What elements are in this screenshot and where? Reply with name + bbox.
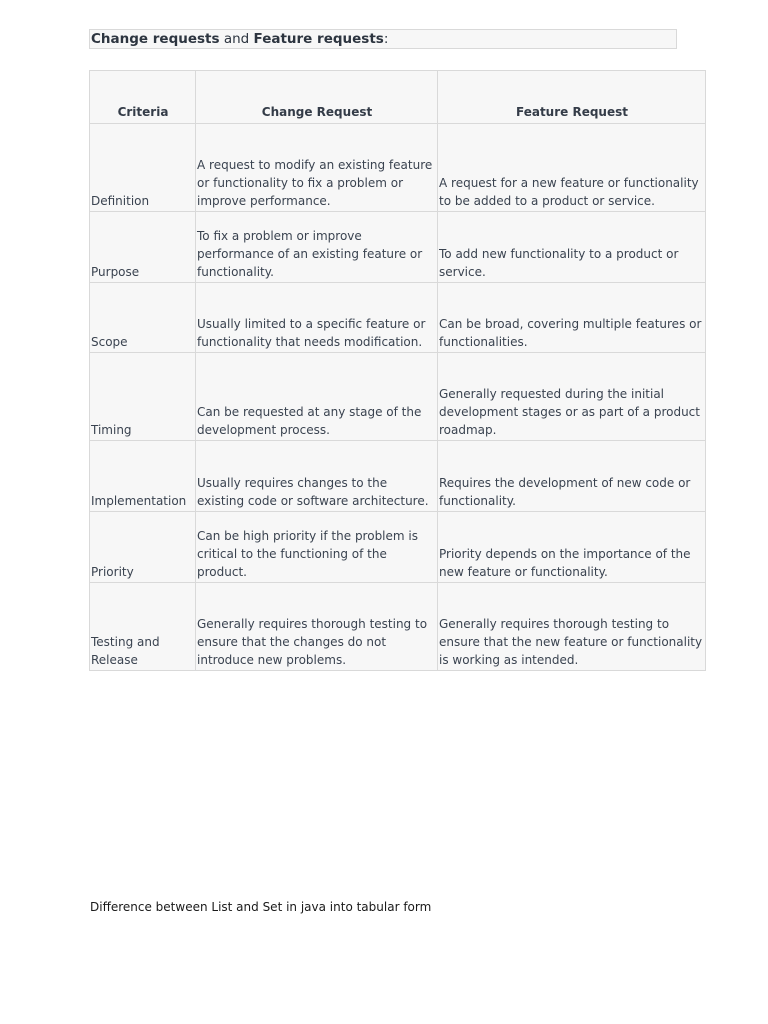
section-heading bbox=[89, 29, 677, 49]
criteria-cell: Purpose bbox=[90, 212, 196, 283]
criteria-cell: Testing and Release bbox=[90, 583, 196, 671]
header-feature-request: Feature Request bbox=[438, 71, 706, 124]
feature-request-cell: Priority depends on the importance of the new feature or functionality. bbox=[438, 512, 706, 583]
criteria-cell: Priority bbox=[90, 512, 196, 583]
table-row bbox=[90, 353, 706, 441]
feature-request-cell: To add new functionality to a product or service. bbox=[438, 212, 706, 283]
table-row bbox=[90, 512, 706, 583]
table-row bbox=[90, 441, 706, 512]
criteria-cell: Timing bbox=[90, 353, 196, 441]
feature-request-cell: Requires the development of new code or functionality. bbox=[438, 441, 706, 512]
heading-change-requests: Change requests bbox=[91, 31, 220, 47]
comparison-table bbox=[89, 70, 706, 671]
table-row bbox=[90, 583, 706, 671]
change-request-cell: Can be high priority if the problem is critical to the functioning of the product. bbox=[196, 512, 438, 583]
feature-request-cell: Generally requires thorough testing to ensure that the new feature or functionality is working as intended. bbox=[438, 583, 706, 671]
table-row bbox=[90, 212, 706, 283]
change-request-cell: Usually limited to a specific feature or functionality that needs modification. bbox=[196, 283, 438, 353]
change-request-cell: Can be requested at any stage of the development process. bbox=[196, 353, 438, 441]
header-criteria: Criteria bbox=[90, 71, 196, 124]
change-request-cell: To fix a problem or improve performance of an existing feature or functionality. bbox=[196, 212, 438, 283]
criteria-cell: Definition bbox=[90, 124, 196, 212]
feature-request-cell: Can be broad, covering multiple features or functionalities. bbox=[438, 283, 706, 353]
heading-and: and bbox=[219, 31, 254, 47]
table-row bbox=[90, 124, 706, 212]
change-request-cell: Usually requires changes to the existing code or software architecture. bbox=[196, 441, 438, 512]
next-section-title: Difference between List and Set in java into tabular form bbox=[90, 900, 432, 914]
change-request-cell: A request to modify an existing feature or functionality to fix a problem or improve performance. bbox=[196, 124, 438, 212]
feature-request-cell: A request for a new feature or functionality to be added to a product or service. bbox=[438, 124, 706, 212]
criteria-cell: Scope bbox=[90, 283, 196, 353]
feature-request-cell: Generally requested during the initial development stages or as part of a product roadmap. bbox=[438, 353, 706, 441]
table-row bbox=[90, 283, 706, 353]
table-header-row bbox=[90, 71, 706, 124]
heading-colon: : bbox=[383, 31, 389, 47]
heading-feature-requests: Feature requests bbox=[253, 31, 384, 47]
criteria-cell: Implementation bbox=[90, 441, 196, 512]
change-request-cell: Generally requires thorough testing to ensure that the changes do not introduce new problems. bbox=[196, 583, 438, 671]
header-change-request: Change Request bbox=[196, 71, 438, 124]
